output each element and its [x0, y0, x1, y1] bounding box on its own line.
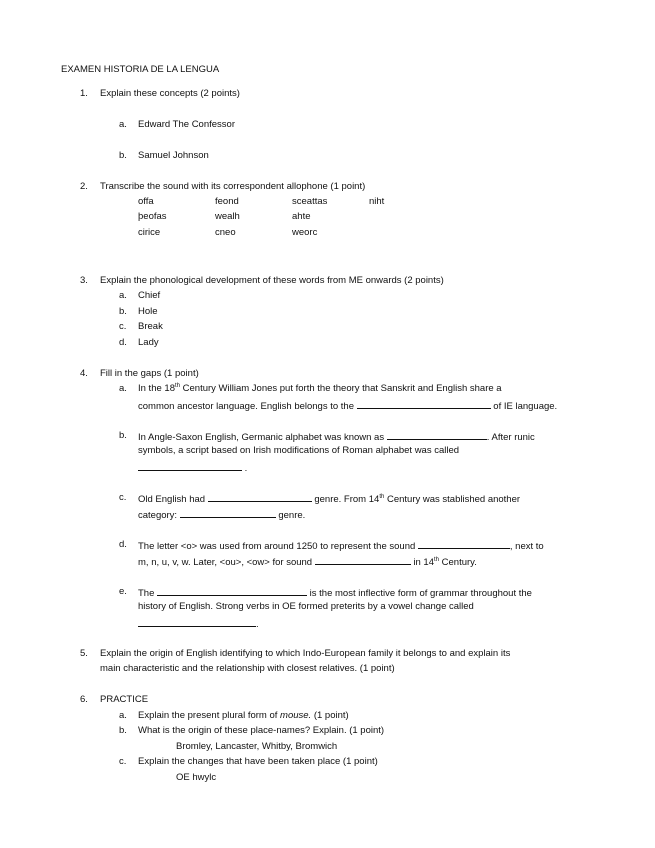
q3-item-text: Break [138, 321, 163, 332]
q4e-line2: history of English. Strong verbs in OE formed preterits by a vowel change called [138, 601, 474, 612]
q6a-letter: a. [119, 710, 127, 721]
q4d-letter: d. [119, 539, 127, 550]
q4b-line3: . [138, 461, 247, 475]
q2-word: ahte [292, 211, 311, 222]
q2-word: wealh [215, 211, 240, 222]
q2-word: sceattas [292, 196, 328, 207]
q4e-line3: . [138, 617, 259, 631]
q6c-example: OE hwylc [176, 772, 217, 783]
q6c-letter: c. [119, 756, 127, 767]
q6-number: 6. [80, 694, 88, 705]
q1-item-text: Samuel Johnson [138, 150, 209, 161]
q2-word: feond [215, 196, 239, 207]
answer-blank[interactable] [357, 399, 491, 409]
q1-text: Explain these concepts (2 points) [100, 88, 240, 99]
q2-word: weorc [292, 227, 318, 238]
q1-number: 1. [80, 88, 88, 99]
q4e-line1: The is the most inflective form of grammar throughout the [138, 588, 532, 599]
answer-blank[interactable] [138, 461, 242, 471]
q3-number: 3. [80, 275, 88, 286]
q3-item-letter: b. [119, 306, 127, 317]
q2-word: cneo [215, 227, 236, 238]
q5-number: 5. [80, 648, 88, 659]
answer-blank[interactable] [157, 586, 307, 596]
q4-text: Fill in the gaps (1 point) [100, 368, 199, 379]
q2-word: cirice [138, 227, 161, 238]
q3-item-letter: d. [119, 337, 127, 348]
q3-item-text: Chief [138, 290, 161, 301]
q1-item-letter: a. [119, 119, 127, 130]
q6b-letter: b. [119, 725, 127, 736]
answer-blank[interactable] [180, 508, 276, 518]
q6-text: PRACTICE [100, 694, 149, 705]
q2-word: niht [369, 196, 385, 207]
q6b-text: What is the origin of these place-names? Explain. (1 point) [138, 725, 385, 736]
q4d-line1: The letter <o> was used from around 1250 to represent the sound , next to [138, 541, 544, 552]
q3-item-text: Hole [138, 306, 158, 317]
q3-item-letter: a. [119, 290, 127, 301]
q4-number: 4. [80, 368, 88, 379]
q4a-letter: a. [119, 383, 127, 394]
q6c-text: Explain the changes that have been taken place (1 point) [138, 756, 378, 767]
exam-title: EXAMEN HISTORIA DE LA LENGUA [61, 64, 220, 75]
answer-blank[interactable] [387, 430, 487, 440]
q4a-line1: In the 18th Century William Jones put forth the theory that Sanskrit and English share a [138, 383, 502, 394]
answer-blank[interactable] [138, 617, 256, 627]
q2-number: 2. [80, 181, 88, 192]
q4c-line2: category: genre. [138, 510, 306, 521]
answer-blank[interactable] [418, 539, 510, 549]
q4b-line2: symbols, a script based on Irish modifications of Roman alphabet was called [138, 445, 460, 456]
q4e-letter: e. [119, 586, 127, 597]
q3-text: Explain the phonological development of these words from ME onwards (2 points) [100, 275, 444, 286]
q2-text: Transcribe the sound with its correspondent allophone (1 point) [100, 181, 366, 192]
q6b-place-names: Bromley, Lancaster, Whitby, Bromwich [176, 741, 338, 752]
q4b-letter: b. [119, 430, 127, 441]
q5-line2: main characteristic and the relationship with closest relatives. (1 point) [100, 663, 395, 674]
q2-word: þeofas [138, 211, 167, 222]
q3-item-letter: c. [119, 321, 127, 332]
q5-line1: Explain the origin of English identifying to which Indo-European family it belongs to and explain its [100, 648, 511, 659]
q4c-letter: c. [119, 492, 127, 503]
q4a-line2: common ancestor language. English belongs to the of IE language. [138, 401, 558, 412]
answer-blank[interactable] [315, 555, 411, 565]
q1-item-text: Edward The Confessor [138, 119, 235, 130]
q6a-text: Explain the present plural form of mouse. (1 point) [138, 710, 349, 721]
q3-item-text: Lady [138, 337, 159, 348]
q4d-line2: m, n, u, v, w. Later, <ou>, <ow> for sound in 14th Century. [138, 557, 477, 568]
q1-item-letter: b. [119, 150, 127, 161]
q4b-line1: In Angle-Saxon English, Germanic alphabet was known as . After runic [138, 432, 535, 443]
q2-word: offa [138, 196, 154, 207]
q4c-line1: Old English had genre. From 14th Century was stablished another [138, 494, 521, 505]
answer-blank[interactable] [208, 492, 312, 502]
